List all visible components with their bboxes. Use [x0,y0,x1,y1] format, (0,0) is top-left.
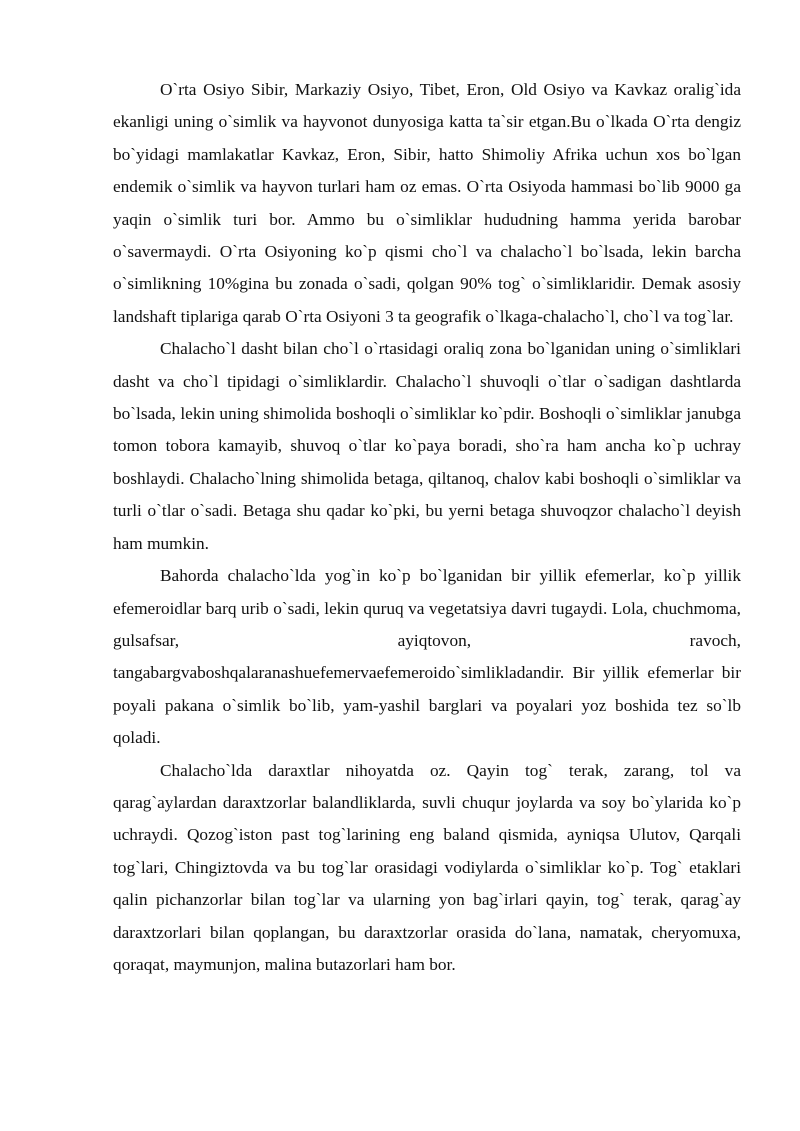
paragraph-4: Chalacho`lda daraxtlar nihoyatda oz. Qayin tog` terak, zarang, tol va qarag`aylardan daraxtzorlar balandliklarda, suvli chuqur joylarda va soy bo`ylarida ko`p uchraydi. Qozog`iston past tog`larining eng baland qismida, ayniqsa Ulutov, Qarqali tog`lari, Chingiztovda va bu tog`lar orasidagi vodiylarda o`simliklar ko`p. Tog` etaklari qalin pichanzorlar bilan tog`lar va ularning yon bag`irlari qayin, tog` terak, qarag`ay daraxtzorlari bilan qoplangan, bu daraxtzorlar orasida do`lana, namatak, cheryomuxa, qoraqat, maymunjon, malina butazorlari ham bor. [113,760,741,974]
paragraph-3: Bahorda chalacho`lda yog`in ko`p bo`lganidan bir yillik efemerlar, ko`p yillik efemeroidlar barq urib o`sadi, lekin quruq va vegetatsiya davri tugaydi. Lola, chuchmoma, gulsafsar, ayiqtovon, ravoch, tangabargvaboshqalaranashuefemervaefemeroido`simlikladandir. Bir yillik efemerlar bir poyali pakana o`simlik bo`lib, yam-yashil barglari va poyalari yoz boshida tez so`lb qoladi. [113,566,741,748]
paragraph-2: Chalacho`l dasht bilan cho`l o`rtasidagi oraliq zona bo`lganidan uning o`simliklari dasht va cho`l tipidagi o`simliklardir. Chalacho`l shuvoqli o`tlar o`sadigan dashtlarda bo`lsada, lekin uning shimolida boshoqli o`simliklar ko`pdir. Boshoqli o`simliklar janubga tomon tobora kamayib, shuvoq o`tlar ko`paya boradi, sho`ra ham ancha ko`p uchray boshlaydi. Chalacho`lning shimolida betaga, qiltanoq, chalov kabi boshoqli o`simliklar va turli o`tlar o`sadi. Betaga shu qadar ko`pki, bu yerni betaga shuvoqzor chalacho`l deyish ham mumkin. [113,339,741,553]
paragraph-1: O`rta Osiyo Sibir, Markaziy Osiyo, Tibet, Eron, Old Osiyo va Kavkaz oralig`ida ekanligi uning o`simlik va hayvonot dunyosiga katta ta`sir etgan.Bu o`lkada O`rta dengiz bo`yidagi mamlakatlar Kavkaz, Eron, Sibir, hatto Shimoliy Afrika uchun xos bo`lgan endemik o`simlik va hayvon turlari ham oz emas. O`rta Osiyoda hammasi bo`lib 9000 ga yaqin o`simlik turi bor. Ammo bu o`simliklar hududning hamma yerida barobar o`savermaydi. O`rta Osiyoning ko`p qismi cho`l va chalacho`l bo`lsada, lekin barcha o`simlikning 10%gina bu zonada o`sadi, qolgan 90% tog` o`simliklaridir. Demak asosiy landshaft tiplariga qarab O`rta Osiyoni 3 ta geografik o`lkaga-chalacho`l, cho`l va tog`lar. [113,80,741,326]
body-text [113,74,741,981]
